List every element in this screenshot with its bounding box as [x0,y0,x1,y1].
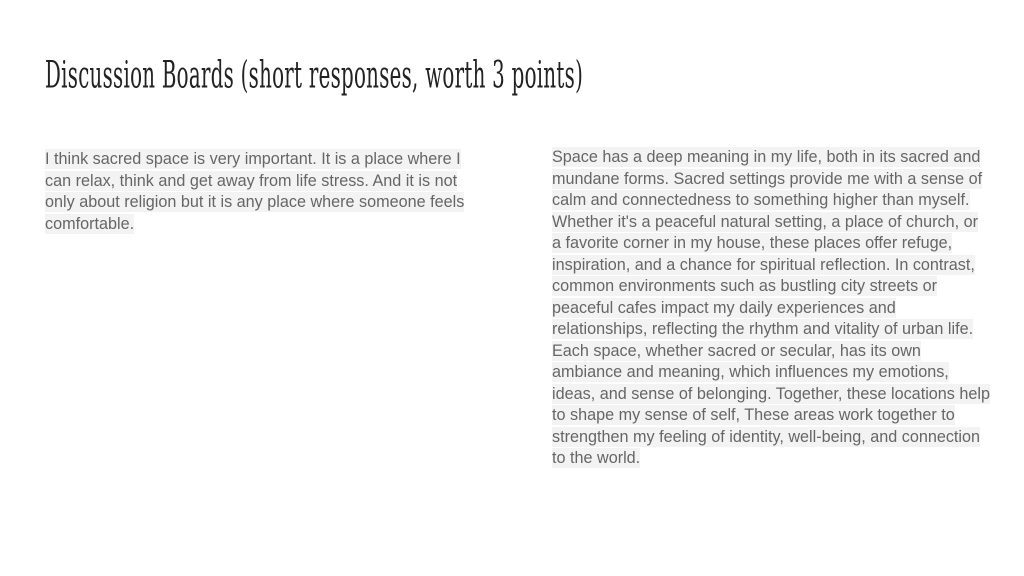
left-response-text: I think sacred space is very important. It is a place where I can relax, think and get away from life stress. And it is not only about religion but it is any place where someone feels comfortable. [45,150,465,233]
left-response-column [45,149,475,235]
right-response-column [552,147,990,470]
right-response-text: Space has a deep meaning in my life, both in its sacred and mundane forms. Sacred settings provide me with a sense of calm and connectedness to something higher than myself. Whether it's a peaceful natural setting, a place of church, or a favorite corner in my house, these places offer refuge, inspiration, and a chance for spiritual reflection. In contrast, common environments such as bustling city streets or peaceful cafes impact my daily experiences and relationships, reflecting the rhythm and vitality of urban life. Each space, whether sacred or secular, has its own ambiance and meaning, which influences my emotions, ideas, and sense of belonging. Together, these locations help to shape my sense of self, These areas work together to strengthen my feeling of identity, well-being, and connection to the world. [552,148,990,467]
slide-title: Discussion Boards (short responses, worth 3 points) [45,53,584,97]
